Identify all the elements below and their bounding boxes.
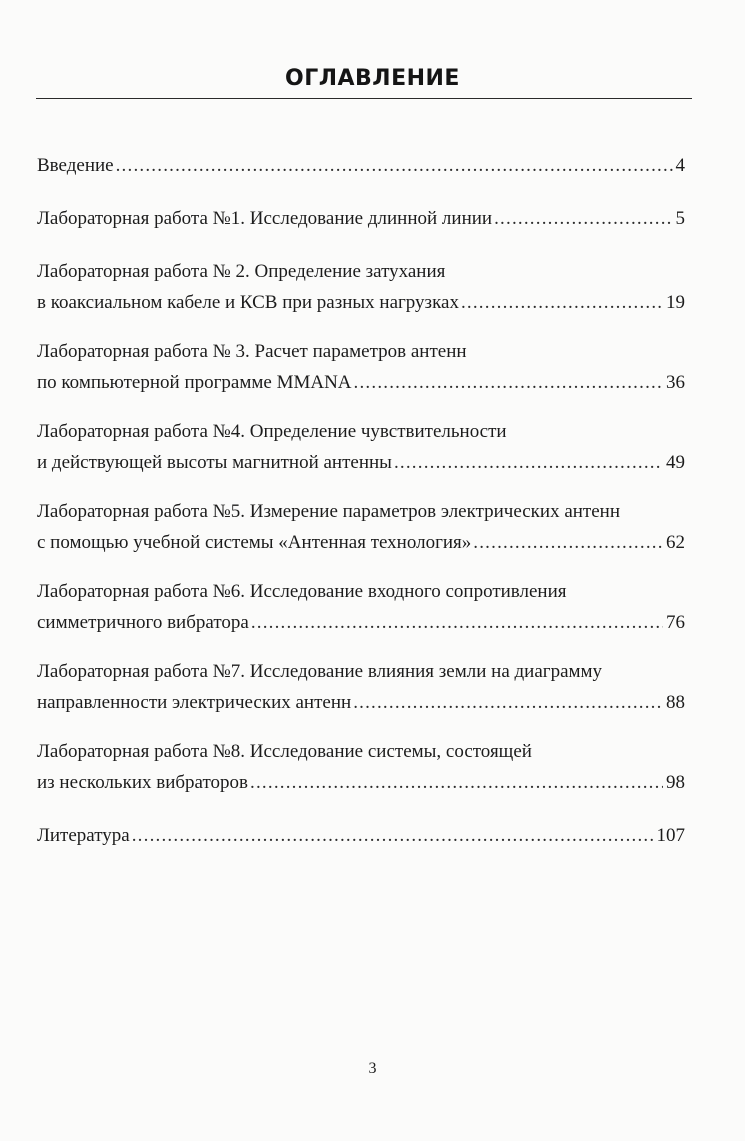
toc-entry-lab-4[interactable] — [37, 416, 685, 478]
dot-leader — [354, 367, 663, 398]
toc-entry-title-line2: и действующей высоты магнитной антенны — [37, 452, 392, 473]
toc-entry-introduction[interactable] — [37, 150, 685, 181]
toc-entry-page: 88 — [666, 692, 685, 713]
toc-entry-title: Лабораторная работа №1. Исследование длинной линии — [37, 208, 493, 229]
toc-entry-lab-7[interactable] — [37, 656, 685, 718]
table-of-contents — [37, 150, 685, 851]
toc-entry-title-line2: в коаксиальном кабеле и КСВ при разных нагрузках — [37, 292, 459, 313]
toc-entry-title-line1: Лабораторная работа №4. Определение чувствительности — [37, 421, 507, 442]
toc-entry-lab-2[interactable] — [37, 256, 685, 318]
toc-entry-title-line2: направленности электрических антенн — [37, 692, 352, 713]
page-number: 3 — [368, 1060, 377, 1077]
toc-entry-page: 107 — [656, 825, 685, 846]
toc-entry-title-line1: Лабораторная работа № 2. Определение затухания — [37, 261, 446, 282]
toc-entry-lab-8[interactable] — [37, 736, 685, 798]
toc-entry-page: 76 — [666, 612, 685, 633]
toc-entry-page: 36 — [666, 372, 685, 393]
toc-entry-lab-6[interactable] — [37, 576, 685, 638]
dot-leader — [250, 767, 663, 798]
toc-entry-lab-3[interactable] — [37, 336, 685, 398]
toc-entry-page: 49 — [666, 452, 685, 473]
toc-entry-title-line1: Лабораторная работа №8. Исследование системы, состоящей — [37, 741, 532, 762]
toc-entry-lab-5[interactable] — [37, 496, 685, 558]
dot-leader — [461, 287, 663, 318]
page-title: ОГЛАВЛЕНИЕ — [285, 66, 460, 91]
toc-entry-page: 98 — [666, 772, 685, 793]
toc-entry-title-line2: с помощью учебной системы «Антенная технология» — [37, 532, 472, 553]
title-underline — [36, 98, 692, 99]
toc-entry-page: 19 — [666, 292, 685, 313]
dot-leader — [251, 607, 663, 638]
toc-entry-title-line1: Лабораторная работа №5. Измерение параметров электрических антенн — [37, 501, 621, 522]
toc-entry-literature[interactable] — [37, 820, 685, 851]
dot-leader — [132, 820, 654, 851]
toc-entry-title-line2: симметричного вибратора — [37, 612, 249, 633]
toc-entry-title: Литература — [37, 825, 130, 846]
dot-leader — [116, 150, 673, 181]
toc-entry-title-line1: Лабораторная работа №6. Исследование входного сопротивления — [37, 581, 567, 602]
dot-leader — [353, 687, 663, 718]
toc-entry-page: 4 — [675, 155, 685, 176]
dot-leader — [473, 527, 663, 558]
dot-leader — [494, 203, 672, 234]
toc-entry-title-line2: из нескольких вибраторов — [37, 772, 249, 793]
toc-entry-page: 5 — [675, 208, 685, 229]
toc-entry-title-line1: Лабораторная работа № 3. Расчет параметров антенн — [37, 341, 467, 362]
toc-entry-title-line1: Лабораторная работа №7. Исследование влияния земли на диаграмму — [37, 661, 603, 682]
toc-entry-title-line2: по компьютерной программе MMANA — [37, 372, 352, 393]
toc-entry-lab-1[interactable] — [37, 203, 685, 234]
toc-entry-page: 62 — [666, 532, 685, 553]
dot-leader — [394, 447, 663, 478]
toc-entry-title: Введение — [37, 155, 114, 176]
